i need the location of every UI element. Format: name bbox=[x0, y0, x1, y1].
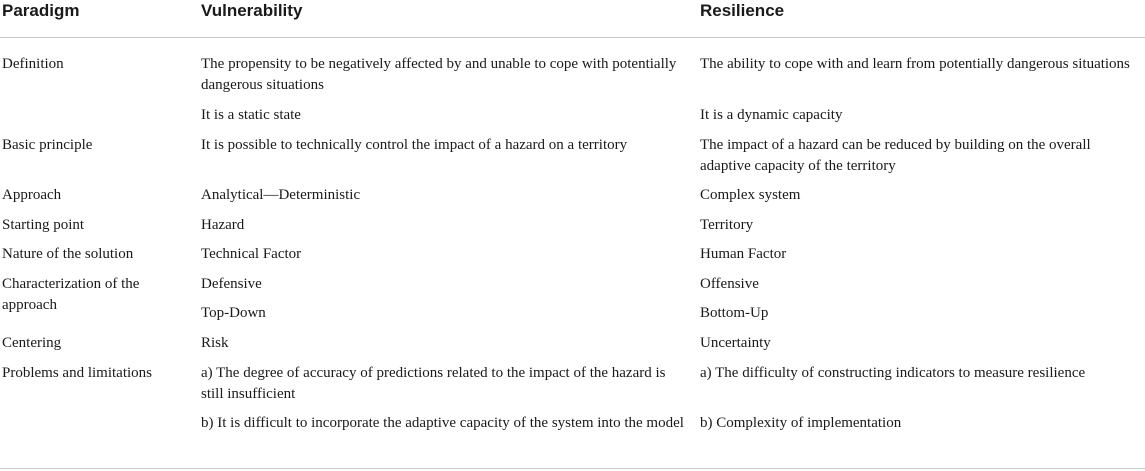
row-label: Problems and limitations bbox=[2, 365, 152, 381]
vulnerability-cell: a) The degree of accuracy of predictions related to the impact of the hazard is still insufficient bbox=[201, 365, 666, 402]
resilience-cell: b) Complexity of implementation bbox=[700, 415, 902, 431]
vulnerability-cell: Technical Factor bbox=[201, 246, 302, 262]
vulnerability-cell: The propensity to be negatively affected by and unable to cope with potentially dangerous situations bbox=[201, 56, 677, 93]
header-vulnerability: Vulnerability bbox=[201, 1, 303, 20]
resilience-cell: a) The difficulty of constructing indicators to measure resilience bbox=[700, 365, 1086, 381]
row-label: Basic principle bbox=[2, 137, 93, 153]
table-header bbox=[0, 0, 1145, 37]
resilience-cell: The impact of a hazard can be reduced by building on the overall adaptive capacity of the territory bbox=[700, 137, 1091, 174]
resilience-cell: Complex system bbox=[700, 187, 801, 203]
vulnerability-cell: Top-Down bbox=[201, 305, 266, 321]
vulnerability-cell: Risk bbox=[201, 335, 229, 351]
row-label: Centering bbox=[2, 335, 62, 351]
row-label: Starting point bbox=[2, 217, 85, 233]
vulnerability-cell: b) It is difficult to incorporate the adaptive capacity of the system into the model bbox=[201, 415, 684, 431]
vulnerability-cell: Hazard bbox=[201, 217, 245, 233]
resilience-cell: Uncertainty bbox=[700, 335, 771, 351]
resilience-cell: Human Factor bbox=[700, 246, 787, 262]
vulnerability-cell: Analytical—Deterministic bbox=[201, 187, 361, 203]
resilience-cell: The ability to cope with and learn from potentially dangerous situations bbox=[700, 56, 1130, 72]
row-label: Approach bbox=[2, 187, 62, 203]
row-label: Definition bbox=[2, 56, 64, 72]
resilience-cell: It is a dynamic capacity bbox=[700, 107, 843, 123]
header-resilience: Resilience bbox=[700, 1, 785, 20]
footer-rule bbox=[0, 468, 1145, 469]
resilience-cell: Territory bbox=[700, 217, 754, 233]
row-label: Characterization of the approach bbox=[2, 276, 140, 313]
header-rule bbox=[0, 37, 1145, 38]
resilience-cell: Offensive bbox=[700, 276, 759, 292]
vulnerability-cell: It is possible to technically control the impact of a hazard on a territory bbox=[201, 137, 628, 153]
vulnerability-cell: Defensive bbox=[201, 276, 262, 292]
row-label: Nature of the solution bbox=[2, 246, 134, 262]
vulnerability-cell: It is a static state bbox=[201, 107, 301, 123]
header-paradigm: Paradigm bbox=[2, 1, 80, 20]
resilience-cell: Bottom-Up bbox=[700, 305, 769, 321]
